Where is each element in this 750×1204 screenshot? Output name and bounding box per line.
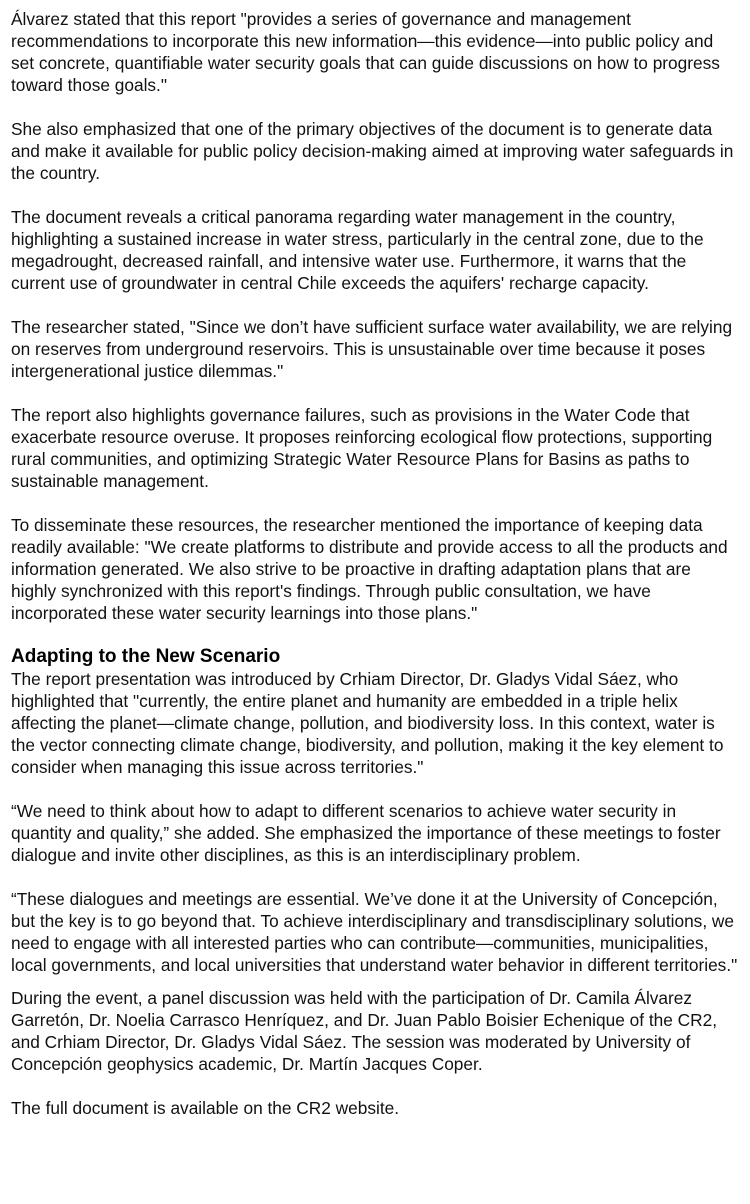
paragraph-panel: During the event, a panel discussion was held with the participation of Dr. Camila Álvarez Garretón, Dr. Noelia Carrasco Henríquez, and Dr. Juan Pablo Boisier Echenique of the CR2, and Crhiam Director, Dr. Gladys Vidal Sáez. The session was moderated by University of Concepción geophysics academic, Dr. Martín Jacques Coper.	[11, 988, 718, 1074]
paragraph-researcher-quote: The researcher stated, "Since we don’t have sufficient surface water availability, we are relying on reserves from underground reservoirs. This is unsustainable over time because it poses intergenerational justice dilemmas."	[11, 317, 733, 381]
paragraph-alvarez-quote: Álvarez stated that this report "provides a series of governance and management recommendations to incorporate this new information—this evidence—into public policy and set concrete, quantifiable water security goals that can guide discussions on how to progress toward those goals."	[11, 9, 720, 95]
paragraph-disseminate: To disseminate these resources, the researcher mentioned the importance of keeping data readily available: "We create platforms to distribute and provide access to all the products and information generated. We also strive to be proactive in drafting adaptation plans that are highly synchronized with this report's findings. Through public consultation, we have incorporated these water security learnings into those plans."	[11, 515, 728, 623]
section-heading: Adapting to the New Scenario	[11, 646, 281, 667]
paragraph-dialogues: “These dialogues and meetings are essential. We’ve done it at the University of Concepción, but the key is to go beyond that. To achieve interdisciplinary and transdisciplinary solutions, we need to engage with all interested parties who can contribute—communities, municipalities, local governments, and local universities that understand water behavior in different territories."	[11, 889, 738, 975]
paragraph-panorama: The document reveals a critical panorama regarding water management in the country, highlighting a sustained increase in water stress, particularly in the central zone, due to the megadrought, decreased rainfall, and intensive water use. Furthermore, it warns that the current use of groundwater in central Chile exceeds the aquifers' recharge capacity.	[11, 207, 704, 293]
article-body	[11, 8, 739, 1119]
paragraph-objectives: She also emphasized that one of the primary objectives of the document is to generate data and make it available for public policy decision-making aimed at improving water safeguards in the country.	[11, 119, 734, 183]
paragraph-presentation: The report presentation was introduced by Crhiam Director, Dr. Gladys Vidal Sáez, who highlighted that "currently, the entire planet and humanity are embedded in a triple helix affecting the planet—climate change, pollution, and biodiversity loss. In this context, water is the vector connecting climate change, biodiversity, and pollution, making it the key element to consider when managing this issue across territories."	[11, 669, 724, 777]
paragraph-full-document: The full document is available on the CR2 website.	[11, 1098, 400, 1118]
paragraph-governance-failures: The report also highlights governance failures, such as provisions in the Water Code that exacerbate resource overuse. It proposes reinforcing ecological flow protections, supporting rural communities, and optimizing Strategic Water Resource Plans for Basins as paths to sustainable management.	[11, 405, 713, 491]
paragraph-adapt-scenarios: “We need to think about how to adapt to different scenarios to achieve water security in quantity and quality,” she added. She emphasized the importance of these meetings to foster dialogue and invite other disciplines, as this is an interdisciplinary problem.	[11, 801, 721, 865]
